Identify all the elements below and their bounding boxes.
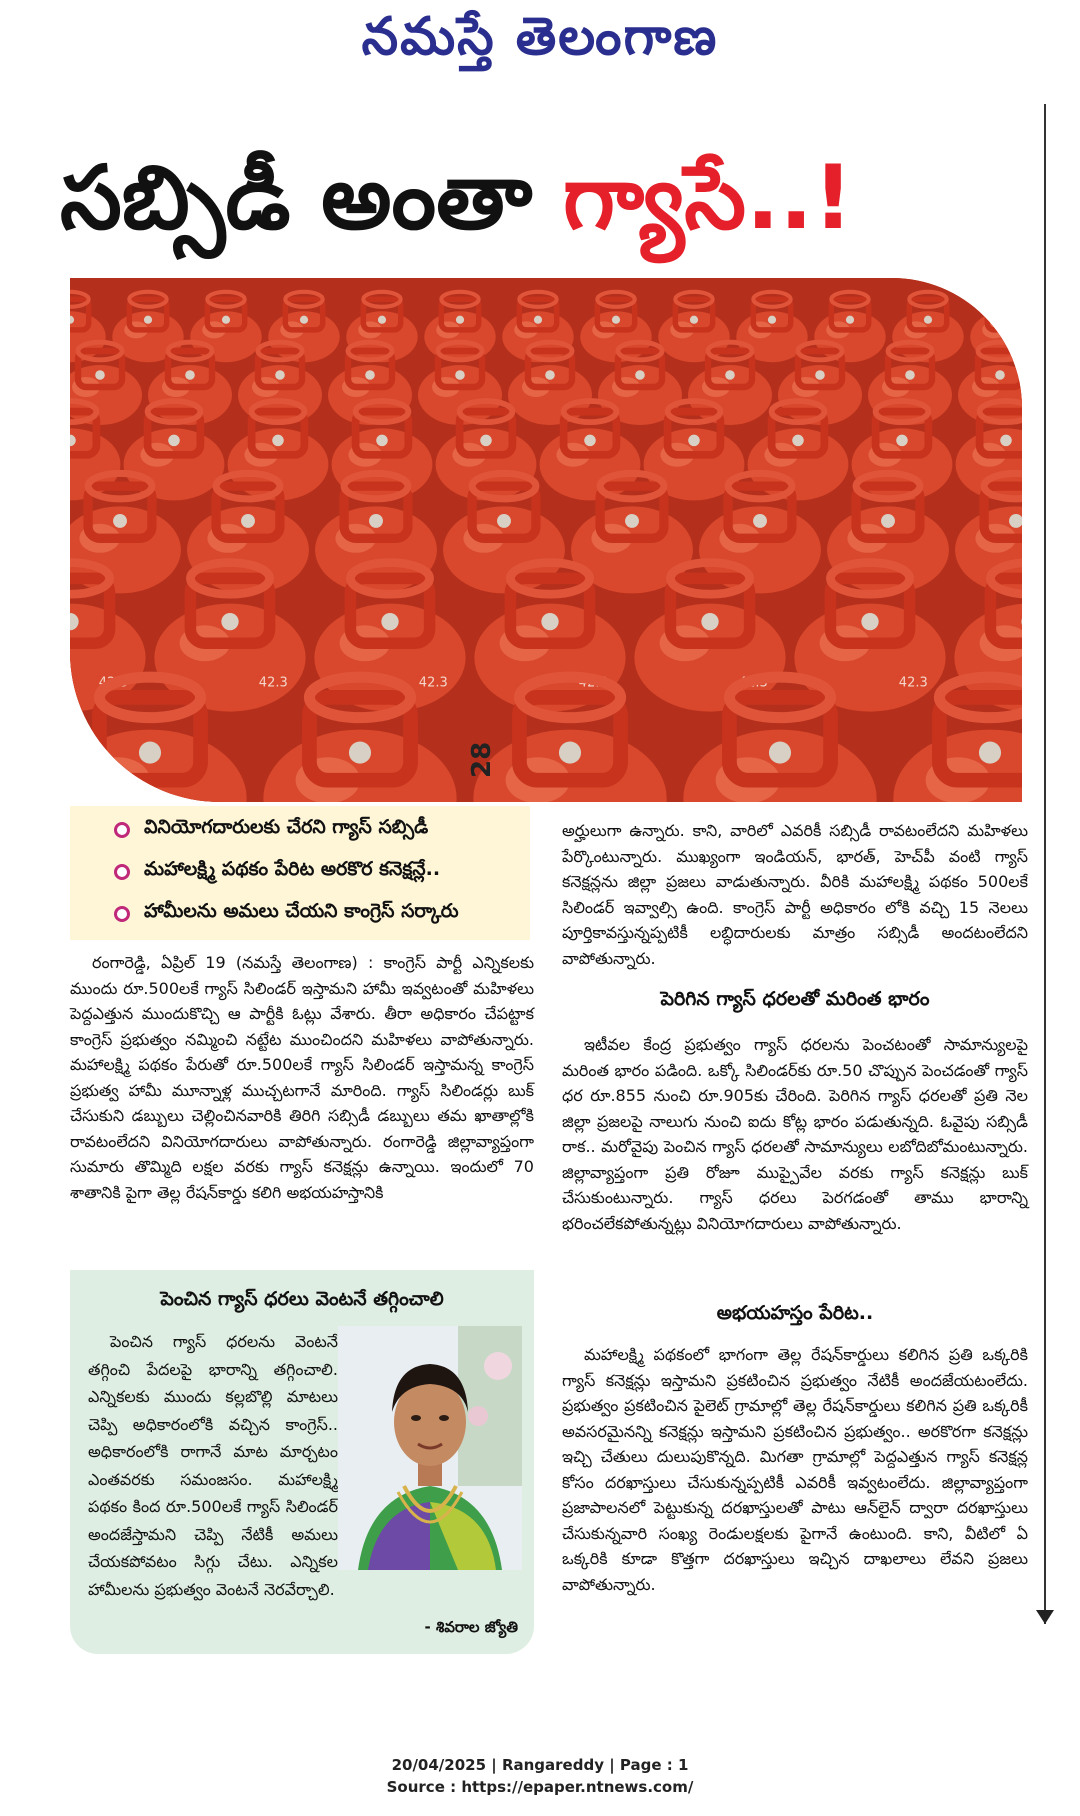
quote-text [88,1328,338,1603]
quote-title: పెంచిన గ్యాస్ ధరలు వెంటనే తగ్గించాలి [160,1288,444,1310]
portrait-photo [338,1326,522,1570]
body-paragraph: రంగారెడ్డి, ఏప్రిల్ 19 (నమస్తే తెలంగాణ) : కాంగ్రెస్ పార్టీ ఎన్నికలకు ముందు రూ.500లకే గ్యాస్ సిలిండర్ ఇస్తామని హామీ ఇవ్వటంతో మహిళలు పెద్దఎత్తున ముందుకొచ్చి ఆ పార్టీకి ఓట్లు వేశారు. తీరా అధికారం చేపట్టాక కాంగ్రెస్ ప్రభుత్వం నమ్మించి నట్టేట ముంచిందని మహిళలు వాపోతున్నారు. మహాలక్ష్మి పథకం పేరుతో రూ.500లకే గ్యాస్ సిలిండర్ ఇస్తామన్న కాంగ్రెస్ ప్రభుత్వ హామీ మూన్నాళ్ల ముచ్చటగానే మారింది. గ్యాస్ సిలిండర్లు బుక్ చేసుకుని డబ్బులు చెల్లించినవారికి తిరిగి సబ్సిడీ డబ్బులు తమ ఖాతాల్లోకి రావటంలేదని వినియోగదారులు వాపోతున్నారు. రంగారెడ్డి జిల్లావ్యాప్తంగా సుమారు తొమ్మిది లక్షల వరకు గ్యాస్ కనెక్షన్లు ఉన్నాయి. ఇందులో 70 శాతానికి పైగా తెల్ల రేషన్‌కార్డు కలిగి అభయహస్తానికి [70,953,534,1202]
highlights-box [70,806,530,940]
footer-source-link[interactable]: Source : https://epaper.ntnews.com/ [386,1778,694,1796]
highlight-item [70,812,530,848]
left-column-body [70,950,534,1205]
section-heading: అభయహస్తం పేరిట.. [716,1302,874,1324]
footer-date-line: 20/04/2025 | Rangareddy | Page : 1 [391,1756,689,1774]
body-paragraph: ఇటీవల కేంద్ర ప్రభుత్వం గ్యాస్ ధరలను పెంచటంతో సామాన్యులపై మరింత భారం పడింది. ఒక్కో సిలిండర్‌కు రూ.50 చొప్పున పెంచడంతో గ్యాస్ ధర రూ.855 నుంచి రూ.905కు చేరింది. పెరిగిన గ్యాస్ ధరలతో ప్రతి నెల జిల్లా ప్రజలపై నాలుగు నుంచి ఐదు కోట్ల భారం పడుతున్నది. ఓవైపు సబ్సిడీ రాక.. మరోవైపు పెంచిన గ్యాస్ ధరలతో సామాన్యులు లబోదిబోమంటున్నారు. జిల్లావ్యాప్తంగా ప్రతి రోజూ ముప్పైవేల వరకు గ్యాస్ కనెక్షన్లు బుక్ చేసుకుంటున్నారు. గ్యాస్ ధరలు పెరగడంతో తాము భారాన్ని భరించలేకపోతున్నట్లు వినియోగదారులు వాపోతున్నారు. [562,1035,1028,1233]
ring-bullet-icon [114,822,130,838]
section-heading: పెరిగిన గ్యాస్ ధరలతో మరింత భారం [660,988,930,1010]
quote-box [70,1270,534,1654]
cylinder-label: 42.3 [898,675,928,691]
headline [60,128,1040,268]
cylinder-label: 42.3 [258,675,288,691]
gas-cylinders-photo [70,278,1022,802]
highlight-text: హామీలను అమలు చేయని కాంగ్రెస్ సర్కారు [144,900,459,922]
highlight-text: వినియోగదారులకు చేరని గ్యాస్ సబ్సిడీ [144,816,429,838]
ring-bullet-icon [114,864,130,880]
right-column-intro [562,818,1028,971]
body-paragraph: మహాలక్ష్మి పథకంలో భాగంగా తెల్ల రేషన్‌కార్డులు కలిగిన ప్రతి ఒక్కరికి గ్యాస్ కనెక్షన్లు ఇస్తామని ప్రకటించిన ప్రభుత్వం నేటికీ అందజేయటంలేదు. ప్రభుత్వం ప్రకటించిన పైలెట్ గ్రామాల్లో తెల్ల రేషన్‌కార్డులు కలిగిన ప్రతి ఒక్కరికీ అవసరమైనన్ని కనెక్షన్లు ఇస్తామని ప్రకటించిన ప్రభుత్వం.. అరకొరగా కనెక్షన్లు ఇచ్చి చేతులు దులుపుకొన్నది. మిగతా గ్రామాల్లో పెద్దఎత్తున గ్యాస్ కనెక్షన్ల కోసం దరఖాస్తులు చేసుకున్నప్పటికీ ఎవరికీ ఇవ్వటంలేదు. జిల్లావ్యాప్తంగా ప్రజాపాలనలో పెట్టుకున్న దరఖాస్తులతో పాటు ఆన్‌లైన్ ద్వారా దరఖాస్తులు చేసుకున్నవారి సంఖ్య రెండులక్షలకు పైగానే ఉంటుంది. కాని, వీటిలో ఏ ఒక్కరికి కూడా కొత్తగా దరఖాస్తులు ఇచ్చిన దాఖలాలు లేవని ప్రజలు వాపోతున్నారు. [562,1345,1028,1594]
highlight-text: మహాలక్ష్మి పథకం పేరిట అరకొర కనెక్షన్లే.. [144,858,441,880]
quote-credit: - శివరాల జ్యోతి [424,1618,518,1636]
highlight-item [70,854,530,890]
ring-bullet-icon [114,906,130,922]
section-body [562,1342,1028,1597]
body-paragraph: అర్హులుగా ఉన్నారు. కాని, వారిలో ఎవరికీ సబ్సిడీ రావటంలేదని మహిళలు పేర్కొంటున్నారు. ముఖ్యంగా ఇండియన్, భారత్, హెచ్‌పీ వంటి గ్యాస్ కనెక్షన్లను జిల్లా ప్రజలు వాడుతున్నారు. వీరికి మహాలక్ష్మి పథకం 500లకే సిలిండర్ ఇవ్వాల్సి ఉంది. కాంగ్రెస్ పార్టీ అధికారం లోకి వచ్చి 15 నెలలు పూర్తికావస్తున్నప్పటికీ లబ్ధిదారులకు మాత్రం సబ్సిడీ అందటంలేదని వాపోతున్నారు. [562,821,1028,968]
cylinder-label: 42.3 [578,675,608,691]
quote-paragraph: పెంచిన గ్యాస్ ధరలను వెంటనే తగ్గించి పేదలపై భారాన్ని తగ్గించాలి. ఎన్నికలకు ముందు కల్లబొల్లి మాటలు చెప్పి అధికారంలోకి వచ్చిన కాంగ్రెస్.. అధికారంలోకి రాగానే మాట మార్చటం ఎంతవరకు సమంజసం. మహాలక్ష్మి పథకం కింద రూ.500లకే గ్యాస్ సిలిండర్ అందజేస్తామని చెప్పి నేటికీ అమలు చేయకపోవటం సిగ్గు చేటు. ఎన్నికల హామీలను ప్రభుత్వం వెంటనే నెరవేర్చాలి. [88,1332,338,1599]
section-body [562,1032,1028,1236]
cylinder-label: 42.3 [418,675,448,691]
highlight-item [70,896,530,932]
masthead-logo: నమస్తే తెలంగాణ [361,6,719,67]
headline-part2: గ్యాసే..! [562,146,854,249]
column-divider [1044,104,1046,1624]
arrow-down-icon [1036,1610,1054,1624]
cylinder-label: 42.3 [738,675,768,691]
headline-part1: సబ్సిడీ అంతా [60,146,563,249]
cylinder-label: 42.3 [98,675,128,691]
cylinder-tag-number: 28 [467,741,497,778]
